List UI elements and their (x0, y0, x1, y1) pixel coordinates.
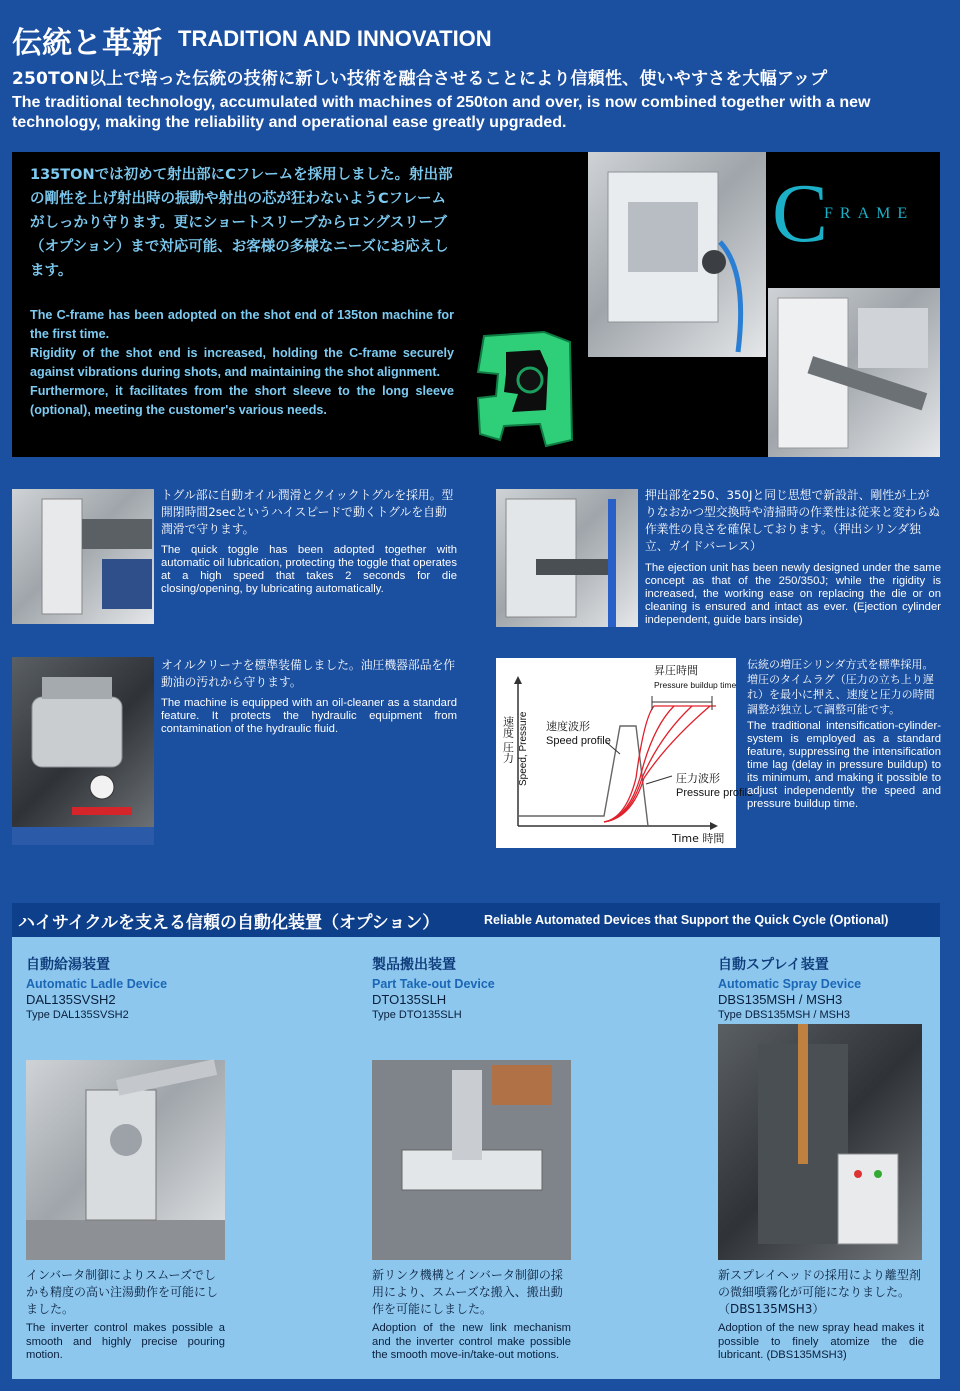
device-takeout-type: Type DTO135SLH (372, 1009, 462, 1021)
page-title-jp: 伝統と革新 (12, 26, 162, 61)
toggle-text-en: The quick toggle has been adopted together with automatic oil lubrication, protecting the toggle that operates at a high speed that takes 2 seconds for die closing/opening, by lubricating automatically. (161, 544, 457, 595)
automation-title-jp: ハイサイクルを支える信頼の自動化装置（オプション） (18, 913, 440, 933)
device-ladle-desc-en: The inverter control makes possible a smooth and highly precise pouring motion. (26, 1322, 225, 1361)
oil-cleaner-text-en: The machine is equipped with an oil-cleaner as a standard feature. It protects the hydraulic equipment from contamination of the hydraulic fluid. (161, 697, 457, 735)
x-label: Time 時間 (672, 832, 725, 845)
pressure-profile-curves (604, 706, 716, 822)
pressure-label-jp: 圧力波形 (676, 772, 720, 785)
subtitle-en: The traditional technology, accumulated with machines of 250ton and over, is now combined together with a new technology, making the reliability and operational ease greatly upgraded. (12, 94, 871, 131)
pressure-label-en: Pressure profile (676, 787, 754, 799)
buildup-label-en: Pressure buildup time (654, 680, 737, 690)
device-ladle (26, 954, 236, 1021)
pressure-curve-3 (604, 706, 692, 822)
buildup-label-jp: 昇圧時間 (654, 664, 698, 677)
automation-title-en: Reliable Automated Devices that Support the Quick Cycle (Optional) (484, 913, 889, 927)
cframe-model-illustration (474, 328, 578, 450)
device-ladle-type: Type DAL135SVSH2 (26, 1009, 129, 1021)
toggle-text-jp: トグル部に自動オイル潤滑とクイックトグルを採用。型開閉時間2secというハイスピードで動くトグルを自動潤滑で守ります。 (161, 488, 454, 536)
device-takeout-model: DTO135SLH (372, 992, 447, 1007)
device-spray-model: DBS135MSH / MSH3 (718, 992, 843, 1007)
ejection-text-en: The ejection unit has been newly designed under the same concept as that of the 250/350J; while the rigidity is increased, the working ease on replacing the die or on cleaning is ensured and intact as ever. (Ejection cylinder independent, guide bars inside) (645, 562, 941, 626)
device-takeout-desc-jp: 新リンク機構とインバータ制御の採用により、スムーズな搬入、搬出動作を可能にしました。 (372, 1268, 563, 1316)
device-spray-name-jp: 自動スプレイ装置 (718, 957, 829, 973)
oil-cleaner-text-jp: オイルクリーナを標準装備しました。油圧機器部品を作動油の汚れから守ります。 (161, 658, 456, 689)
intensification-text-jp: 伝統の増圧シリンダ方式を標準採用。増圧のタイムラグ（圧力の立ち上り遅れ）を最小に押え、速度と圧力の時間調整が独立して調整可能です。 (747, 658, 935, 716)
speed-label-en: Speed profile (546, 735, 611, 747)
device-ladle-photo (26, 1060, 225, 1260)
y-label-jp: 速度 圧力 (501, 716, 515, 764)
cframe-text-en-1: The C-frame has been adopted on the shot end of 135ton machine for the first time. (30, 308, 454, 341)
cframe-text-en-2: Rigidity of the shot end is increased, holding the C-frame securely against vibrations during shots, and maintaining the shot alignment. (30, 346, 454, 379)
cframe-photo-detail (768, 288, 940, 457)
pressure-curve-4 (604, 706, 710, 822)
intensification-text-en: The traditional intensification-cylinder-system is employed as a standard feature, suppressing the intensification time lag (delay in pressure buildup) to its minimum, and making it possible to adjust independently the speed and pressure buildup time. (747, 720, 941, 810)
speed-label-jp: 速度波形 (546, 720, 590, 733)
device-spray (718, 954, 933, 1021)
subtitle-jp: 250TON以上で培った伝統の技術に新しい技術を融合させることにより信頼性、使いやすさを大幅アップ (12, 69, 828, 89)
device-takeout-desc-en: Adoption of the new link mechanism and the inverter control make possible the smooth move-in/take-out motions. (372, 1322, 571, 1361)
ejection-photo (496, 489, 638, 627)
cframe-text-en-3: Furthermore, it facilitates from the short sleeve to the long sleeve (optional), meeting the customer's various needs. (30, 384, 454, 417)
device-takeout (372, 954, 582, 1021)
pressure-leader (646, 776, 672, 784)
oil-cleaner-photo (12, 657, 154, 845)
device-takeout-name-en: Part Take-out Device (372, 977, 495, 991)
device-spray-name-en: Automatic Spray Device (718, 977, 862, 991)
device-ladle-desc-jp: インバータ制御によりスムーズでしかも精度の高い注湯動作を可能にしました。 (26, 1268, 219, 1316)
cframe-logo-letter: C (772, 167, 829, 260)
cframe-photo-main (588, 152, 766, 357)
device-takeout-name-jp: 製品搬出装置 (372, 957, 456, 973)
device-ladle-model: DAL135SVSH2 (26, 992, 116, 1007)
y-axis-arrow (514, 676, 522, 684)
device-ladle-name-en: Automatic Ladle Device (26, 977, 168, 991)
cframe-text-jp: 135TONでは初めて射出部にCフレームを採用しました。射出部の剛性を上げ射出時の振動や射出の芯が狂わないようCフレームがしっかり守ります。更にショートスリーブからロングスリーブ（オプション）まで対応可能、お客様の多様なニーズにお応えします。 (30, 167, 453, 279)
toggle-photo (12, 489, 154, 624)
pressure-profile-diagram (496, 658, 754, 848)
pressure-curve-2 (604, 706, 674, 822)
device-spray-type: Type DBS135MSH / MSH3 (718, 1009, 851, 1021)
device-spray-desc-jp: 新スプレイヘッドの採用により離型剤の微細噴霧化が可能になりました。（DBS135MSH3） (718, 1268, 921, 1316)
device-ladle-name-jp: 自動給湯装置 (26, 957, 110, 973)
pressure-profile-svg (496, 658, 754, 848)
y-label-en: Speed, Pressure (518, 711, 529, 786)
x-axis-arrow (710, 822, 718, 830)
device-spray-desc-en: Adoption of the new spray head makes it possible to finely atomize the die lubricant. (DBS135MSH3) (718, 1322, 924, 1361)
cframe-text-en (30, 306, 454, 420)
ejection-text-jp: 押出部を250、350Jと同じ思想で新設計、剛性が上がりなおかつ型交換時や清掃時の作業性は従来と変わらぬ作業性の良さを確保しております。（押出シリンダ独立、ガイドバーレス） (645, 488, 940, 553)
page-title-en: TRADITION AND INNOVATION (178, 26, 492, 51)
cframe-logo-word: FRAME (824, 205, 915, 222)
device-spray-photo (718, 1024, 922, 1260)
device-takeout-photo (372, 1060, 571, 1260)
